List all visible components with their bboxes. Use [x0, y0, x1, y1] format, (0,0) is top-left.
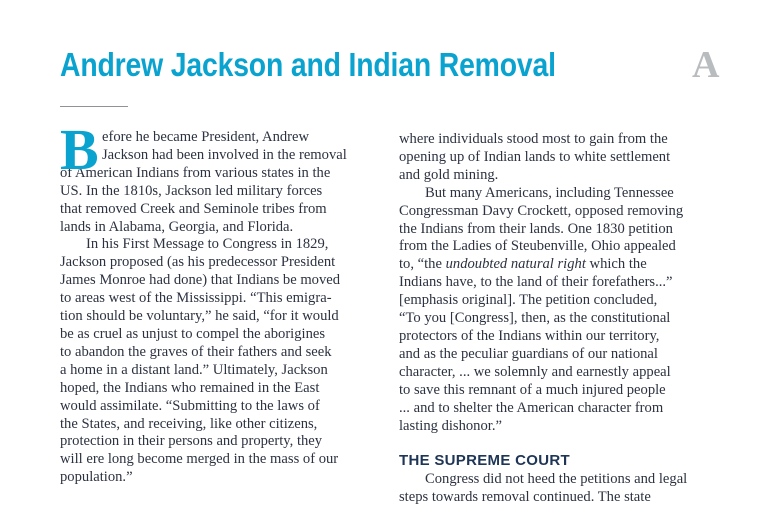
text-line: to save this remnant of a much injured people — [399, 381, 666, 398]
text-line: a home in a distant land.” Ultimately, Jackson — [60, 361, 328, 378]
text-line: opening up of Indian lands to white settlement — [399, 148, 671, 165]
text-line: be as cruel as unjust to compel the aborigines — [60, 325, 326, 342]
text-line: US. In the 1810s, Jackson led military forces — [60, 182, 323, 199]
paragraph-first-message — [60, 236, 382, 487]
text-line: In his First Message to Congress in 1829, — [86, 236, 329, 253]
text-line: steps towards removal continued. The state — [399, 489, 651, 506]
text-line: Congress did not heed the petitions and legal — [425, 471, 688, 488]
text-line: from the Ladies of Steubenville, Ohio appealed — [399, 238, 676, 255]
text-line: ... and to shelter the American character from — [399, 399, 664, 416]
text-line: that removed Creek and Seminole tribes from — [60, 200, 327, 217]
page-title: Andrew Jackson and Indian Removal — [60, 46, 556, 83]
left-column — [60, 117, 382, 487]
text-line: lasting dishonor.” — [399, 417, 502, 434]
paragraph-intro — [60, 129, 382, 236]
text-line: tion should be voluntary,” he said, “for it would — [60, 308, 339, 325]
text-line: hoped, the Indians who remained in the East — [60, 379, 320, 396]
section-heading: THE SUPREME COURT — [399, 452, 570, 470]
text-line: protection in their persons and property, they — [60, 433, 323, 450]
text-line: Jackson had been involved in the removal — [102, 146, 347, 163]
paragraph-supreme-court — [399, 471, 739, 507]
text-line: “To you [Congress], then, as the constitutional — [399, 310, 671, 327]
text-line-with-emphasis — [399, 256, 739, 274]
text-line: population.” — [60, 469, 133, 486]
text-line: [emphasis original]. The petition concluded, — [399, 292, 658, 309]
paragraph-petition — [399, 185, 739, 436]
text-line: to abandon the graves of their fathers and seek — [60, 343, 332, 360]
text-line: where individuals stood most to gain from the — [399, 131, 668, 147]
text-line: to areas west of the Mississippi. “This emigra- — [60, 290, 332, 307]
text-line: James Monroe had done) that Indians be moved — [60, 272, 341, 289]
text-line: will ere long become merged in the mass of our — [60, 451, 339, 468]
text-line: efore he became President, Andrew — [102, 129, 310, 145]
quote-suffix: which the — [585, 256, 647, 273]
text-line: lands in Alabama, Georgia, and Florida. — [60, 218, 294, 235]
text-line: Jackson proposed (as his predecessor President — [60, 254, 336, 271]
text-line: and gold mining. — [399, 166, 499, 183]
text-line: and as the peculiar guardians of our national — [399, 345, 658, 362]
text-line: would assimilate. “Submitting to the laws of — [60, 397, 320, 414]
text-line: Congressman Davy Crockett, opposed removing — [399, 202, 684, 219]
right-column — [399, 131, 739, 507]
quote-prefix: to, “the — [399, 256, 446, 273]
text-line: the States, and receiving, like other citizens, — [60, 415, 318, 432]
text-line: of American Indians from various states in the — [60, 164, 331, 181]
title-divider — [60, 106, 128, 107]
text-line: character, ... we solemnly and earnestly appeal — [399, 363, 671, 380]
chapter-letter-badge: A — [692, 44, 720, 86]
emphasis-text: undoubted natural right — [445, 256, 586, 273]
paragraph-continuation — [399, 131, 739, 185]
text-line: Indians have, to the land of their forefathers...” — [399, 274, 673, 291]
text-line: protectors of the Indians within our territory, — [399, 327, 660, 344]
text-line: But many Americans, including Tennessee — [425, 184, 674, 201]
drop-cap: B — [60, 117, 99, 182]
text-line: the Indians from their lands. One 1830 petition — [399, 220, 673, 237]
